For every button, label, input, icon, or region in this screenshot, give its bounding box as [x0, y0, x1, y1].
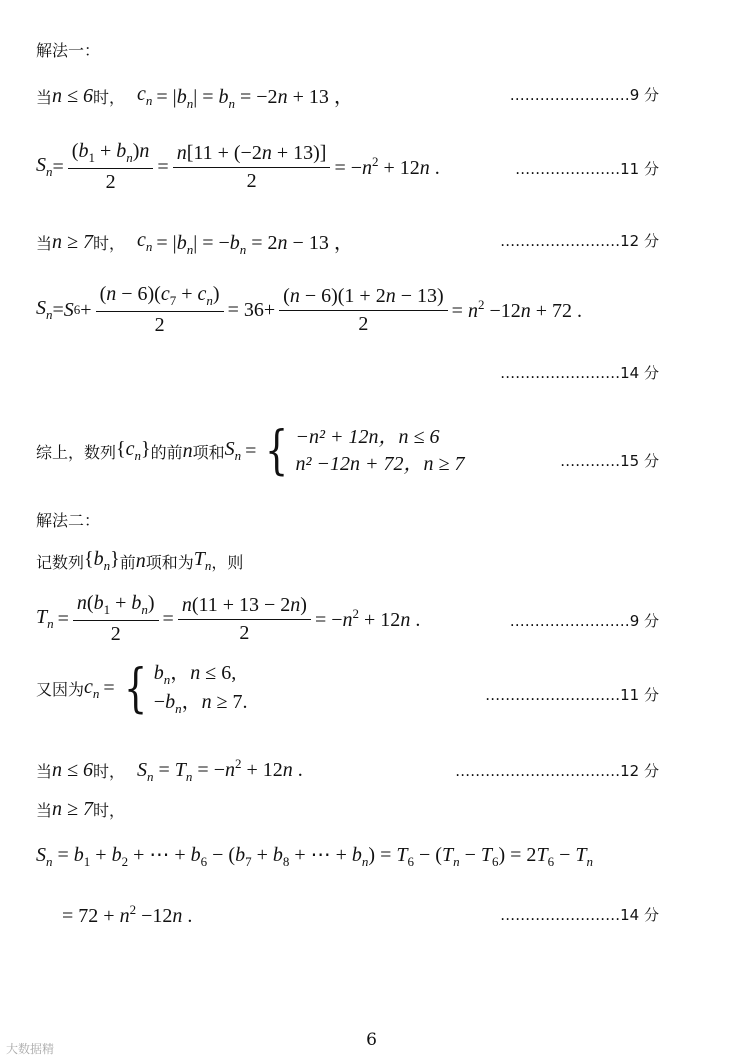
t-sum-line: $T_n$ = $\frac{n(b_1 + b_n)}{2}$ = $\frac{n(11 + 13 - 2n)}{2}$ = $-n^2 + 12n$ . [36, 592, 421, 645]
score-14b: ……………………14 分 [500, 906, 659, 924]
score-14: ……………………14 分 [500, 364, 659, 382]
case-le6-line: 当 n ≤ 6 时， $c_n$ = $|b_n| = b_n = -2n + 13$ ， [36, 83, 354, 111]
note-line: 记数列 $\{b_n\}$ 前 n 项和为 $T_n$ ，则 [36, 548, 244, 573]
c-piecewise-line: 又因为 $c_n$ = { $b_n$，n ≤ 6, $-b_n$，n ≥ 7. [36, 658, 248, 719]
watermark: 大数据精 [6, 1042, 55, 1056]
score-12: ……………………12 分 [500, 232, 659, 250]
case-ge7-line: 当 n ≥ 7 时， $c_n$ = $|b_n| = -b_n = 2n - 13$ ， [36, 229, 354, 257]
cond: n ≤ 6 [52, 84, 93, 107]
score-11b: ………………………11 分 [485, 686, 659, 704]
method2-title: 解法二： [36, 511, 101, 530]
s-le6-line: 当 n ≤ 6 时， $S_n = T_n = -n^2 + 12n$ . [36, 756, 303, 784]
method1-title: 解法一： [36, 41, 101, 60]
score-9b: ……………………9 分 [509, 612, 659, 630]
final-line: = $72 + n^2 -12n$ . [62, 902, 193, 927]
s-ge7-expansion: $S_n = b_1 + b_2$ + ⋯ + $b_6 - (b_7 + b_8$ + ⋯ + $b_n) = T_6 - (T_n - T_6) = 2T_6 - T_n$ [36, 844, 593, 869]
sum-ge7-line: $S_n$ = S 6 + $\frac{(n - 6)(c_7 + c_n)}{2}$ = 36+ $\frac{(n - 6)(1 + 2n - 13)}{2}$ = $n^2 -12n + 72$ . [36, 283, 582, 336]
score-11: …………………11 分 [515, 160, 659, 178]
summary-line: 综上，数列 $\{c_n\}$ 的前 n 项和 $S_n$ = { −n² + 12n，n ≤ 6 n² −12n + 72，n ≥ 7 [36, 421, 465, 481]
score-9: ……………………9 分 [509, 86, 659, 104]
score-15: …………15 分 [560, 452, 659, 470]
n-ge7-line: 当 n ≥ 7 时， [36, 798, 126, 820]
score-12b: ……………………………12 分 [455, 762, 659, 780]
sum-le6-line: $S_n$ = $\frac{(b_1 + b_n)n}{2}$ = $\frac{n[11 + (-2n + 13)]}{2}$ = $-n^2 + 12n$ . [36, 140, 440, 193]
page-number: 6 [366, 1030, 377, 1050]
